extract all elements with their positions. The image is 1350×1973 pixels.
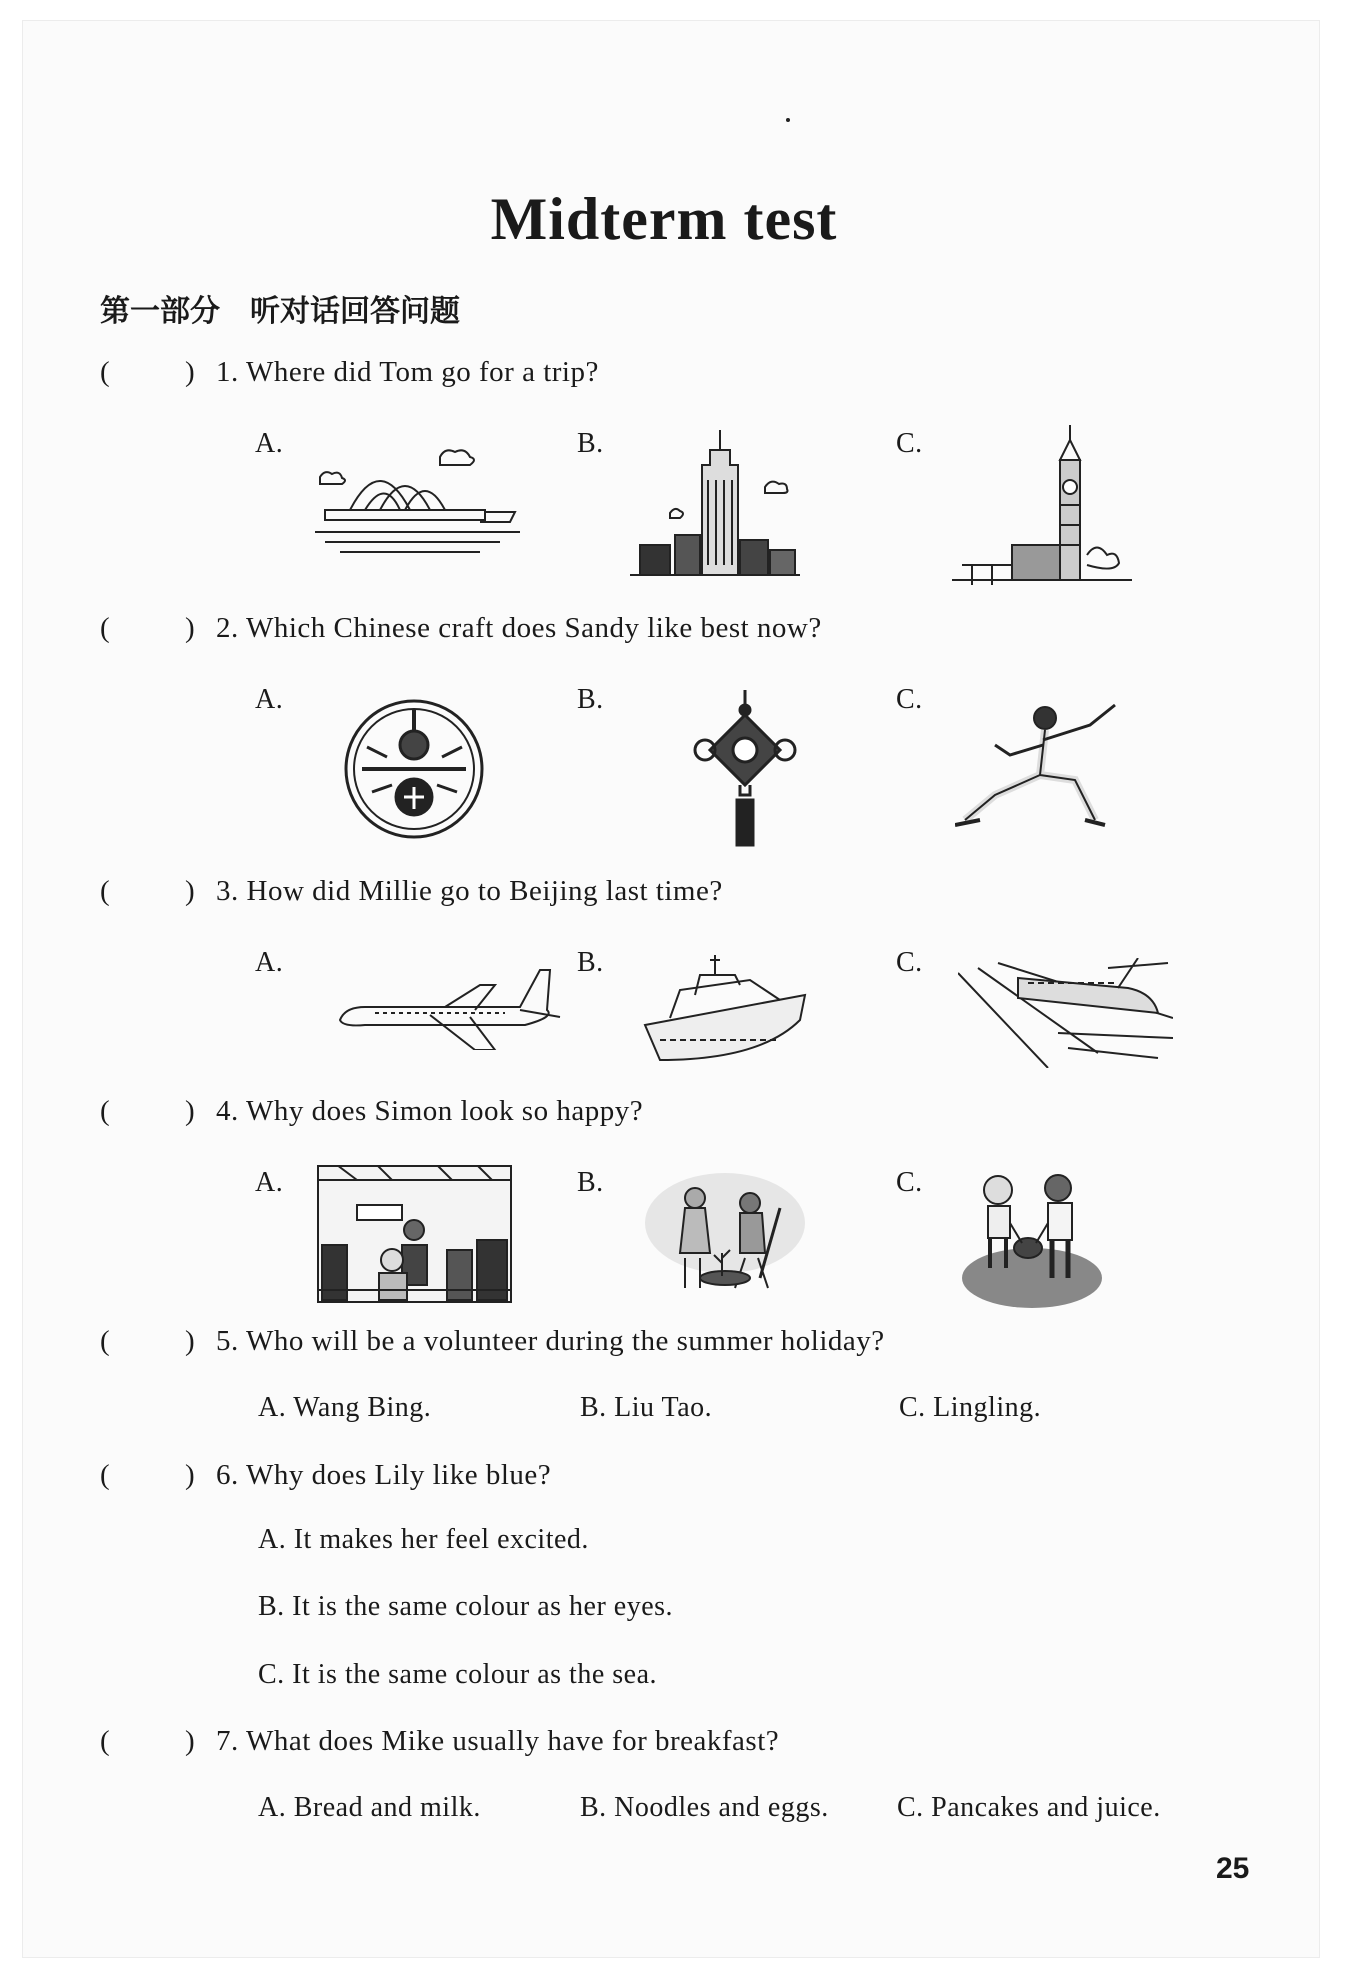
ship-icon — [640, 950, 810, 1065]
option-b: B. It is the same colour as her eyes. — [258, 1591, 674, 1622]
option-b: B. — [577, 428, 604, 459]
answer-paren-close: ) — [185, 1325, 195, 1357]
option-b: B. — [577, 947, 604, 978]
option-c: C. Pancakes and juice. — [897, 1792, 1161, 1823]
chinese-knot-icon — [690, 690, 800, 850]
option-c: C. — [896, 684, 923, 715]
empire-state-building-icon — [630, 425, 800, 585]
answer-paren-open: ( — [100, 1095, 110, 1127]
question-text: 2. Which Chinese craft does Sandy like best now? — [216, 612, 822, 644]
answer-paren-open: ( — [100, 1459, 110, 1491]
option-a: A. — [255, 428, 284, 459]
children-picnic-icon — [960, 1168, 1105, 1310]
option-a: A. — [255, 1167, 284, 1198]
section-heading: 第一部分 听对话回答问题 — [100, 294, 460, 329]
answer-paren-close: ) — [185, 875, 195, 907]
option-a: A. Bread and milk. — [258, 1792, 481, 1823]
option-b: B. Liu Tao. — [580, 1392, 713, 1423]
option-a: A. Wang Bing. — [258, 1392, 432, 1423]
option-c: C. — [896, 428, 923, 459]
page-number: 25 — [1216, 1852, 1250, 1885]
option-b: B. Noodles and eggs. — [580, 1792, 829, 1823]
answer-paren-open: ( — [100, 612, 110, 644]
option-c: C. Lingling. — [899, 1392, 1042, 1423]
answer-paren-close: ) — [185, 356, 195, 388]
option-b: B. — [577, 684, 604, 715]
answer-paren-close: ) — [185, 1725, 195, 1757]
paper-cutting-icon — [342, 697, 487, 842]
option-a: A. — [255, 684, 284, 715]
option-c: C. It is the same colour as the sea. — [258, 1659, 658, 1690]
option-c: C. — [896, 947, 923, 978]
question-text: 6. Why does Lily like blue? — [216, 1459, 552, 1491]
question-text: 4. Why does Simon look so happy? — [216, 1095, 644, 1127]
question-text: 7. What does Mike usually have for breakfast? — [216, 1725, 780, 1757]
decorative-dot — [786, 118, 790, 122]
answer-paren-close: ) — [185, 1095, 195, 1127]
question-text: 5. Who will be a volunteer during the summer holiday? — [216, 1325, 885, 1357]
answer-paren-close: ) — [185, 1459, 195, 1491]
big-ben-icon — [952, 425, 1132, 600]
answer-paren-open: ( — [100, 1325, 110, 1357]
page-title: Midterm test — [490, 186, 838, 252]
option-a: A. It makes her feel excited. — [258, 1524, 589, 1555]
answer-paren-open: ( — [100, 356, 110, 388]
planting-tree-icon — [640, 1168, 810, 1303]
train-icon — [958, 958, 1173, 1068]
sydney-opera-house-icon — [310, 432, 525, 562]
answer-paren-open: ( — [100, 875, 110, 907]
option-b: B. — [577, 1167, 604, 1198]
option-c: C. — [896, 1167, 923, 1198]
answer-paren-close: ) — [185, 612, 195, 644]
option-a: A. — [255, 947, 284, 978]
airplane-icon — [335, 955, 565, 1050]
answer-paren-open: ( — [100, 1725, 110, 1757]
bus-passengers-icon — [317, 1165, 512, 1303]
tai-chi-icon — [955, 700, 1125, 835]
question-text: 1. Where did Tom go for a trip? — [216, 356, 599, 388]
question-text: 3. How did Millie go to Beijing last time? — [216, 875, 723, 907]
